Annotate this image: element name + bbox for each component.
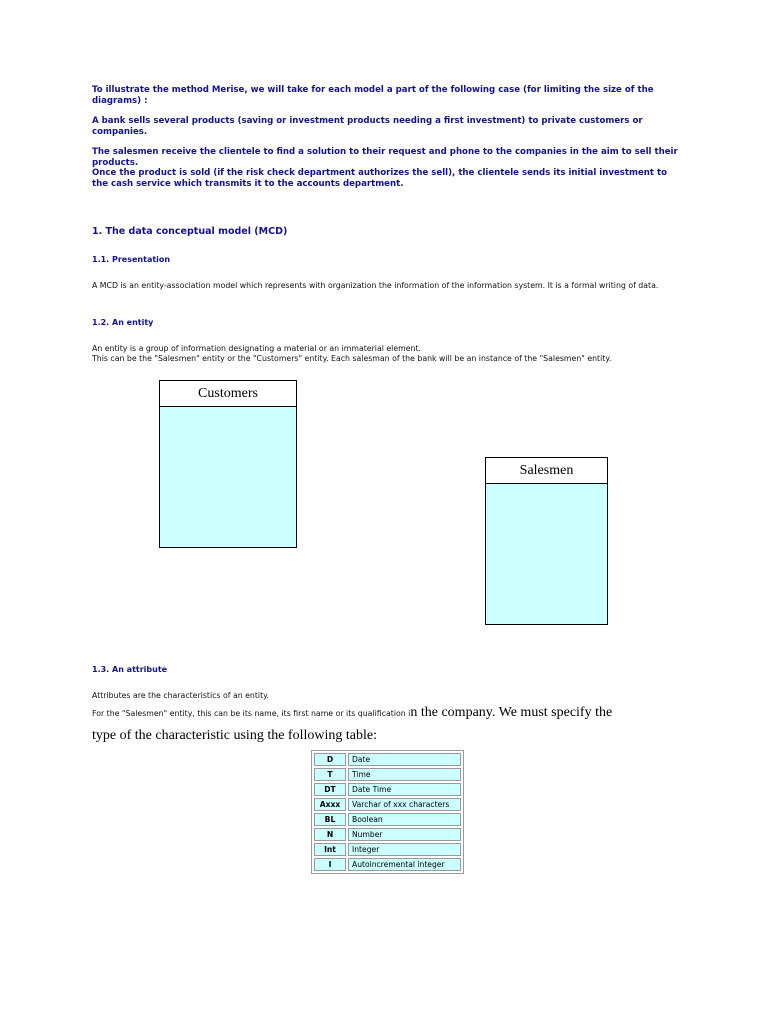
attribute-text-line-2-large: n the company. We must specify the bbox=[410, 705, 613, 720]
table-row bbox=[314, 813, 461, 826]
intro-paragraph-3a: The salesmen receive the clientele to find a solution to their request and phone to the companies in the aim to sell their products. bbox=[92, 147, 678, 168]
section-1-1-heading: 1.1. Presentation bbox=[92, 255, 171, 264]
attribute-text-mixed bbox=[92, 701, 692, 746]
type-code: T bbox=[314, 768, 346, 781]
type-code: BL bbox=[314, 813, 346, 826]
section-1-heading: 1. The data conceptual model (MCD) bbox=[92, 226, 288, 237]
table-row bbox=[314, 783, 461, 796]
intro-text bbox=[92, 85, 682, 189]
type-description: Time bbox=[348, 768, 461, 781]
table-row bbox=[314, 843, 461, 856]
type-description: Integer bbox=[348, 843, 461, 856]
attribute-text-line-3-large: type of the characteristic using the following table: bbox=[92, 728, 377, 743]
type-code: N bbox=[314, 828, 346, 841]
type-description: Autoincremental integer bbox=[348, 858, 461, 871]
type-code: DT bbox=[314, 783, 346, 796]
customers-entity-box bbox=[159, 380, 297, 548]
presentation-text: A MCD is an entity-association model which represents with organization the information of the information system. It is a formal writing of data. bbox=[92, 281, 659, 290]
type-description: Date Time bbox=[348, 783, 461, 796]
intro-paragraph-1: To illustrate the method Merise, we will take for each model a part of the following case (for limiting the size of the diagrams) : bbox=[92, 85, 654, 106]
table-row bbox=[314, 858, 461, 871]
table-row bbox=[314, 753, 461, 766]
entity-text-line-1: An entity is a group of information designating a material or an immaterial element. bbox=[92, 344, 421, 353]
entity-text bbox=[92, 344, 682, 364]
type-code: Axxx bbox=[314, 798, 346, 811]
intro-paragraph-3b: Once the product is sold (if the risk check department authorizes the sell), the clientele sends its initial investment to the cash service which transmits it to the accounts department. bbox=[92, 168, 668, 189]
section-1-2-heading: 1.2. An entity bbox=[92, 318, 154, 327]
type-description: Date bbox=[348, 753, 461, 766]
attribute-type-table bbox=[311, 750, 464, 874]
type-code: I bbox=[314, 858, 346, 871]
salesmen-entity-title: Salesmen bbox=[486, 458, 607, 484]
type-description: Number bbox=[348, 828, 461, 841]
attribute-text-line-2-small: For the "Salesmen" entity, this can be its name, its first name or its qualification i bbox=[92, 709, 411, 718]
attribute-text-line-1: Attributes are the characteristics of an entity. bbox=[92, 691, 270, 700]
type-code: D bbox=[314, 753, 346, 766]
salesmen-entity-box bbox=[485, 457, 608, 625]
entity-text-line-2: This can be the "Salesmen" entity or the "Customers" entity. Each salesman of the bank will be an instance of the "Salesmen" entity. bbox=[92, 354, 612, 363]
table-row bbox=[314, 768, 461, 781]
type-code: Int bbox=[314, 843, 346, 856]
type-description: Boolean bbox=[348, 813, 461, 826]
type-description: Varchar of xxx characters bbox=[348, 798, 461, 811]
section-1-3-heading: 1.3. An attribute bbox=[92, 665, 168, 674]
table-row bbox=[314, 798, 461, 811]
intro-paragraph-2: A bank sells several products (saving or investment products needing a first investment) to private customers or companies. bbox=[92, 116, 643, 137]
customers-entity-title: Customers bbox=[160, 381, 296, 407]
table-row bbox=[314, 828, 461, 841]
